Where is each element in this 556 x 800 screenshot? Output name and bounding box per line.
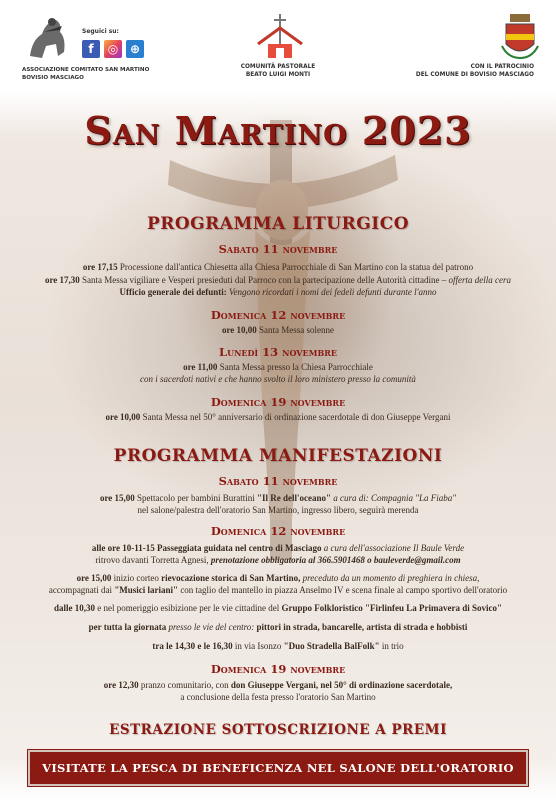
event-line: ore 10,00 Santa Messa nel 50° anniversario di ordinazione sacerdotale di don Giuseppe Vergani bbox=[105, 412, 451, 422]
facebook-icon[interactable]: f bbox=[82, 40, 100, 58]
event-line: ore 11,00 Santa Messa presso la Chiesa Parrocchiale bbox=[183, 362, 373, 372]
municipality-coat-of-arms-icon bbox=[500, 14, 540, 60]
header bbox=[0, 0, 556, 92]
event-line: accompagnati dai "Musici lariani" con taglio del mantello in piazza Anselmo IV e scena finale al campo sportivo dell'oratorio bbox=[48, 585, 508, 595]
instagram-icon[interactable]: ◎ bbox=[104, 40, 122, 58]
day-heading: Lunedì 13 novembre bbox=[219, 345, 337, 359]
event-line: ore 15,00 Spettacolo per bambini Burattini "Il Re dell'oceano" a cura di: Compagnia "La Fiaba" bbox=[99, 493, 457, 503]
event-line: alle ore 10-11-15 Passeggiata guidata nel centro di Masciago a cura dell'associazione Il Baule Verde bbox=[91, 543, 465, 553]
main-title: San Martino 2023 bbox=[84, 108, 472, 153]
event-line: per tutta la giornata presso le vie del centro: pittori in strada, bancarelle, artista di strada e hobbisti bbox=[88, 622, 468, 632]
patronage-caption: CON IL PATROCINIO DEL COMUNE DI BOVISIO MASCIAGO bbox=[415, 64, 534, 78]
charity-fair-banner: VISITATE LA PESCA DI BENEFICENZA NEL SALONE DELL'ORATORIO bbox=[28, 750, 528, 786]
day-heading: Domenica 19 novembre bbox=[210, 395, 346, 409]
event-line: ore 17,15 Processione dall'antica Chiesetta alla Chiesa Parrocchiale di San Martino con la statua del patrono bbox=[82, 262, 474, 272]
events-program-title: PROGRAMMA MANIFESTAZIONI bbox=[113, 446, 443, 466]
event-line: con i sacerdoti nativi e che hanno svolto il loro ministero presso la comunità bbox=[140, 374, 416, 384]
pastoral-community-cross-logo-icon bbox=[254, 14, 306, 62]
liturgical-program-title: PROGRAMMA LITURGICO bbox=[146, 214, 410, 234]
event-line: ore 12,30 pranzo comunitario, con don Giuseppe Vergani, nel 50° di ordinazione sacerdotale, bbox=[103, 680, 453, 690]
event-line: ore 15,00 inizio corteo rievocazione storica di San Martino, preceduto da un momento di preghiera in chiesa, bbox=[76, 573, 480, 583]
pastoral-community-caption: COMUNITÀ PASTORALE BEATO LUIGI MONTI bbox=[240, 64, 316, 78]
web-icon[interactable]: ⊕ bbox=[126, 40, 144, 58]
day-heading: Sabato 11 novembre bbox=[218, 474, 338, 488]
day-heading: Domenica 19 novembre bbox=[210, 662, 346, 676]
event-line: a conclusione della festa presso l'oratorio San Martino bbox=[180, 692, 376, 702]
event-line: nel salone/palestra dell'oratorio San Martino, ingresso libero, seguirà merenda bbox=[137, 505, 419, 515]
follow-label: Seguici su: bbox=[82, 28, 119, 35]
event-line: ritrovo davanti Torretta Agnesi, prenotazione obbligatoria al 366.5901468 o bauleverde@gmail.com bbox=[95, 555, 461, 565]
event-line: ore 10,00 Santa Messa solenne bbox=[221, 325, 335, 335]
association-caption: ASSOCIAZIONE COMITATO SAN MARTINO BOVISIO MASCIAGO bbox=[22, 67, 150, 81]
event-line: ore 17,30 Santa Messa vigiliare e Vesperi presieduti dal Parroco con la partecipazione delle Autorità cittadine – offerta della cera bbox=[44, 275, 512, 285]
raffle-title: ESTRAZIONE SOTTOSCRIZIONE A PREMI bbox=[109, 722, 447, 738]
day-heading: Domenica 12 novembre bbox=[210, 308, 346, 322]
event-line: Ufficio generale dei defunti: Vengono ricordati i nomi dei fedeli defunti durante l'anno bbox=[119, 287, 437, 297]
event-line: tra le 14,30 e le 16,30 in via Isonzo "Duo Stradella BalFolk" in trio bbox=[152, 641, 404, 651]
event-line: dalle 10,30 e nel pomeriggio esibizione per le vie cittadine del Gruppo Folkloristico "Firlinfeu La Primavera di Sovico" bbox=[54, 603, 502, 613]
day-heading: Sabato 11 novembre bbox=[218, 242, 338, 256]
san-martino-horse-logo-icon bbox=[22, 12, 74, 64]
day-heading: Domenica 12 novembre bbox=[210, 524, 346, 538]
